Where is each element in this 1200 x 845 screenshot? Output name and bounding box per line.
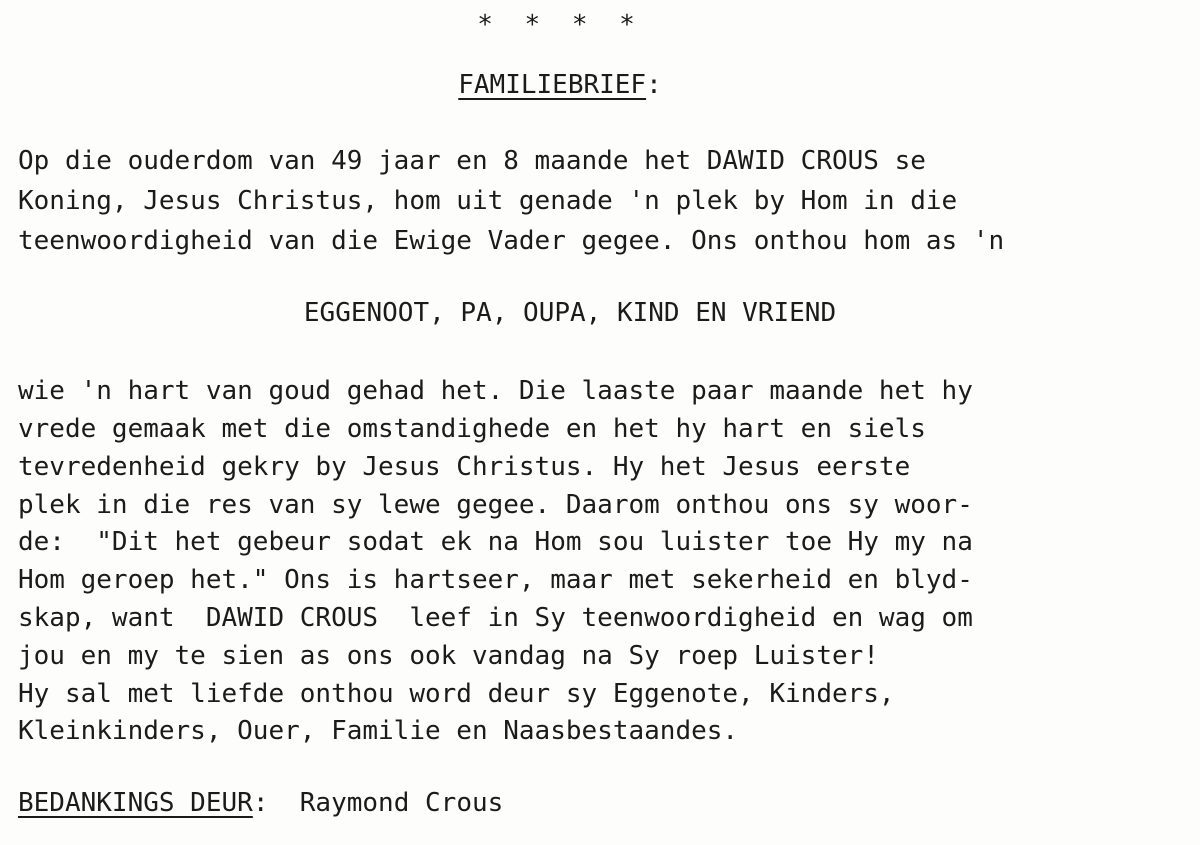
decorative-stars: * * * * (477, 10, 643, 40)
paragraph-2-line: tevredenheid gekry by Jesus Christus. Hy het Jesus eerste (18, 452, 911, 482)
acknowledgement-name: Raymond Crous (299, 788, 504, 818)
paragraph-2-line: wie 'n hart van goud gehad het. Die laaste paar maande het hy (18, 376, 973, 406)
paragraph-1-line: Op die ouderdom van 49 jaar en 8 maande het DAWID CROUS se (18, 146, 926, 176)
acknowledgement-colon: : (252, 788, 269, 818)
acknowledgement-label: BEDANKINGS DEUR (18, 788, 253, 818)
paragraph-2-line: Kleinkinders, Ouer, Familie en Naasbestaandes. (18, 716, 739, 746)
paragraph-2-line: Hy sal met liefde onthou word deur sy Eggenote, Kinders, (18, 679, 895, 709)
paragraph-2-line: vrede gemaak met die omstandighede en het hy hart en siels (18, 414, 926, 444)
acknowledgement-line (18, 788, 503, 818)
page-title (0, 70, 1120, 100)
paragraph-2-line: de: "Dit het gebeur sodat ek na Hom sou luister toe Hy my na (18, 527, 973, 557)
paragraph-2-line: skap, want DAWID CROUS leef in Sy teenwoordigheid en wag om (18, 603, 973, 633)
centered-relations-line: EGGENOOT, PA, OUPA, KIND EN VRIEND (303, 298, 837, 328)
paragraph-2-line: Hom geroep het." Ons is hartseer, maar met sekerheid en blyd- (18, 565, 973, 595)
title-colon: : (646, 70, 662, 100)
paragraph-1-line: teenwoordigheid van die Ewige Vader gegee. Ons onthou hom as 'n (18, 226, 1005, 256)
paragraph-1-line: Koning, Jesus Christus, hom uit genade 'n plek by Hom in die (18, 186, 958, 216)
paragraph-2-line: plek in die res van sy lewe gegee. Daarom onthou ons sy woor- (18, 490, 973, 520)
title-text: FAMILIEBRIEF (458, 70, 647, 100)
acknowledgement-gap (268, 788, 299, 818)
paragraph-2-line: jou en my te sien as ons ook vandag na Sy roep Luister! (18, 641, 879, 671)
